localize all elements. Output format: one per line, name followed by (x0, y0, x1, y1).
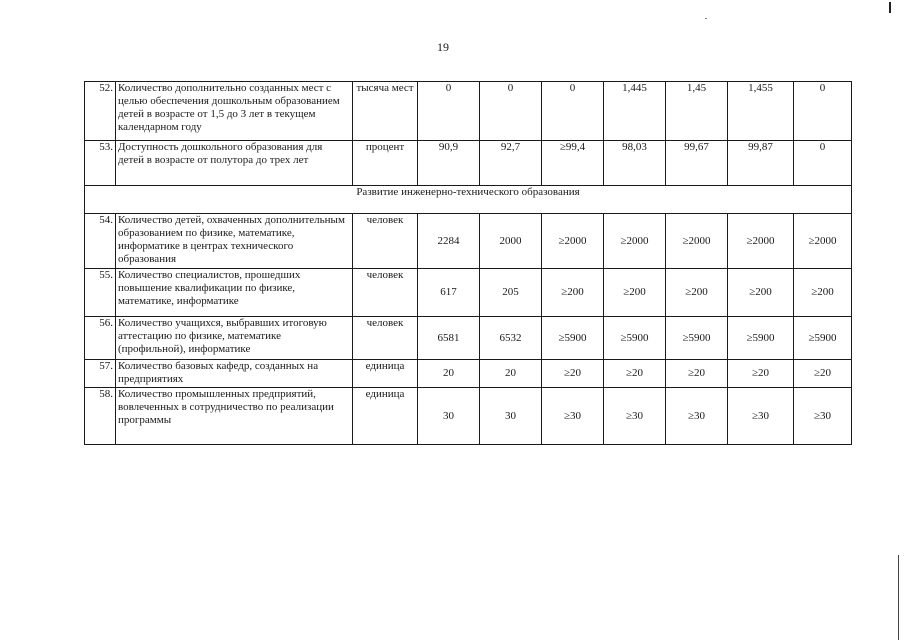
indicator-value: 20 (480, 360, 542, 388)
indicator-value: ≥20 (728, 360, 794, 388)
indicator-name: Количество учащихся, выбравших итоговую аттестацию по физике, математике (профильной), информатике (116, 317, 353, 360)
indicator-value: 617 (418, 269, 480, 317)
section-body (85, 186, 852, 214)
row-number: 55. (85, 269, 116, 317)
indicator-value: 99,67 (666, 141, 728, 186)
indicator-value: ≥2000 (604, 214, 666, 269)
table-row (85, 269, 852, 317)
indicator-value: 6532 (480, 317, 542, 360)
indicator-value: 205 (480, 269, 542, 317)
section-header-row (85, 186, 852, 214)
indicator-name: Количество детей, охваченных дополнительным образованием по физике, математике, информатике в центрах технического образования (116, 214, 353, 269)
indicator-value: ≥30 (728, 388, 794, 445)
indicator-value: 99,87 (728, 141, 794, 186)
table-body-after-section (85, 214, 852, 445)
indicator-value: 0 (418, 82, 480, 141)
indicator-value: ≥5900 (604, 317, 666, 360)
indicator-value: 20 (418, 360, 480, 388)
indicator-value: ≥200 (604, 269, 666, 317)
indicator-value: ≥5900 (542, 317, 604, 360)
scan-edge-line (898, 555, 899, 640)
indicator-value: 1,45 (666, 82, 728, 141)
indicator-value: 0 (480, 82, 542, 141)
scan-mark (889, 2, 891, 13)
indicator-value: 90,9 (418, 141, 480, 186)
indicator-value: 0 (794, 82, 852, 141)
indicator-value: 30 (480, 388, 542, 445)
row-number: 57. (85, 360, 116, 388)
row-number: 58. (85, 388, 116, 445)
indicator-unit: тысяча мест (353, 82, 418, 141)
indicator-unit: человек (353, 317, 418, 360)
indicators-table (84, 81, 852, 445)
indicator-value: ≥2000 (728, 214, 794, 269)
indicator-value: ≥2000 (542, 214, 604, 269)
indicator-value: ≥20 (604, 360, 666, 388)
table-body-before-section (85, 82, 852, 186)
indicator-unit: единица (353, 360, 418, 388)
indicator-value: 98,03 (604, 141, 666, 186)
indicator-value: ≥5900 (794, 317, 852, 360)
indicator-value: 0 (542, 82, 604, 141)
indicator-value: ≥30 (542, 388, 604, 445)
indicator-value: ≥200 (794, 269, 852, 317)
indicator-value: ≥5900 (728, 317, 794, 360)
indicator-value: ≥20 (542, 360, 604, 388)
indicator-value: ≥200 (542, 269, 604, 317)
table-row (85, 141, 852, 186)
indicator-value: 1,455 (728, 82, 794, 141)
indicator-unit: единица (353, 388, 418, 445)
section-title: Развитие инженерно-технического образования (85, 186, 852, 214)
table-row (85, 388, 852, 445)
indicator-value: 2284 (418, 214, 480, 269)
indicator-name: Количество базовых кафедр, созданных на предприятиях (116, 360, 353, 388)
indicator-name: Количество специалистов, прошедших повышение квалификации по физике, математике, информатике (116, 269, 353, 317)
indicator-value: ≥30 (794, 388, 852, 445)
indicator-value: ≥30 (666, 388, 728, 445)
indicator-unit: человек (353, 269, 418, 317)
row-number: 53. (85, 141, 116, 186)
indicator-unit: человек (353, 214, 418, 269)
table-row (85, 82, 852, 141)
indicator-name: Доступность дошкольного образования для детей в возрасте от полутора до трех лет (116, 141, 353, 186)
indicator-value: ≥200 (728, 269, 794, 317)
indicator-value: ≥5900 (666, 317, 728, 360)
indicator-value: 1,445 (604, 82, 666, 141)
indicator-value: ≥2000 (666, 214, 728, 269)
page-number: 19 (437, 40, 449, 54)
indicator-value: 0 (794, 141, 852, 186)
table-row (85, 360, 852, 388)
indicator-value: ≥20 (666, 360, 728, 388)
table-row (85, 317, 852, 360)
indicator-name: Количество дополнительно созданных мест с целью обеспечения дошкольным образованием детей в возрасте от 1,5 до 3 лет в текущем календарном году (116, 82, 353, 141)
indicator-unit: процент (353, 141, 418, 186)
indicator-value: ≥200 (666, 269, 728, 317)
indicator-value: ≥99,4 (542, 141, 604, 186)
indicator-value: 2000 (480, 214, 542, 269)
table-row (85, 214, 852, 269)
indicator-value: 30 (418, 388, 480, 445)
scan-speck (705, 18, 707, 19)
indicator-value: 92,7 (480, 141, 542, 186)
row-number: 52. (85, 82, 116, 141)
row-number: 56. (85, 317, 116, 360)
indicator-name: Количество промышленных предприятий, вовлеченных в сотрудничество по реализации программы (116, 388, 353, 445)
indicator-value: ≥30 (604, 388, 666, 445)
indicator-value: 6581 (418, 317, 480, 360)
indicator-value: ≥2000 (794, 214, 852, 269)
row-number: 54. (85, 214, 116, 269)
indicator-value: ≥20 (794, 360, 852, 388)
